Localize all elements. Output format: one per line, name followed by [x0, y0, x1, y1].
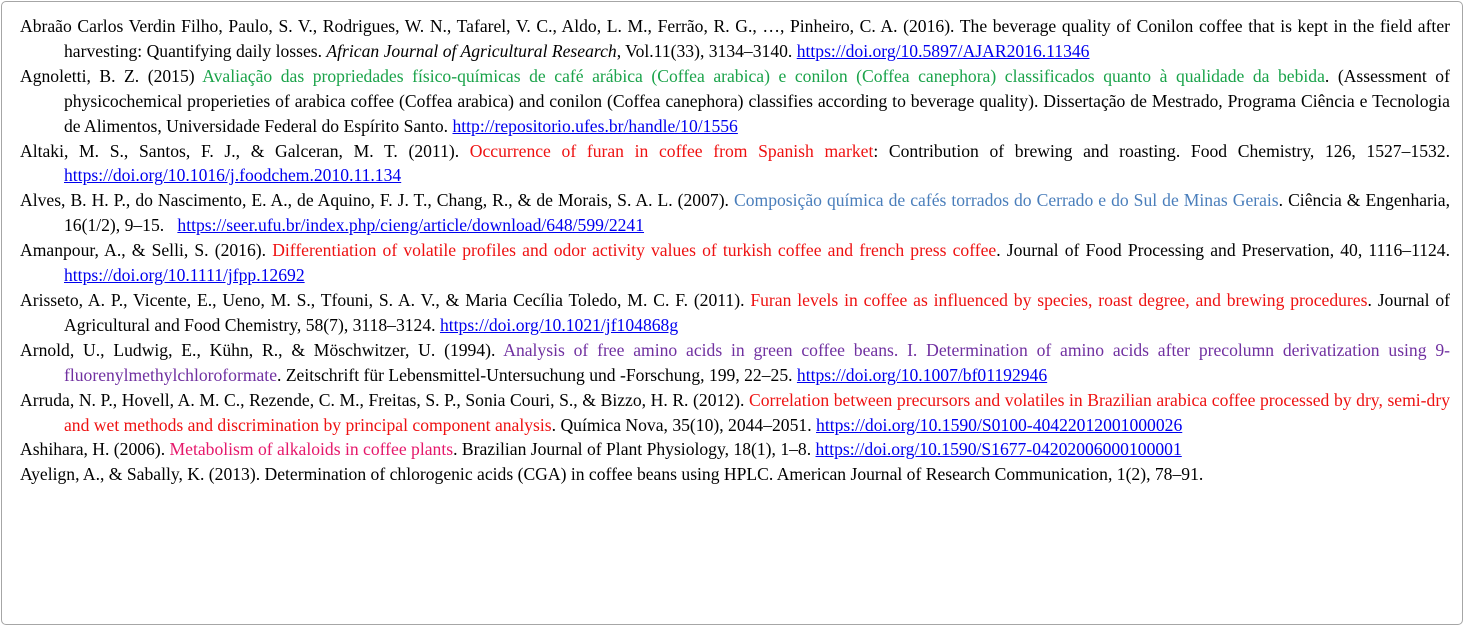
- ref-doi-link[interactable]: https://doi.org/10.1590/S1677-04202006000100001: [815, 439, 1182, 460]
- ref-details: , Vol.11(33), 3134–3140.: [616, 40, 793, 61]
- ref-title: The beverage quality of Conilon coffee that is kept in the field after harvesting: Quantifying daily losses.: [64, 16, 1450, 61]
- reference-entry: [20, 288, 1450, 338]
- ref-authors: Arisseto, A. P., Vicente, E., Ueno, M. S., Tfouni, S. A. V., & Maria Cecília Toledo, M. C. F. (2011).: [20, 289, 745, 310]
- reference-list: [20, 14, 1450, 487]
- reference-entry: [20, 462, 1450, 487]
- ref-details: . Journal of Food Processing and Preservation, 40, 1116–1124.: [996, 240, 1450, 261]
- reference-entry: [20, 64, 1450, 139]
- ref-title: Avaliação das propriedades físico-químicas de café arábica (Coffea arabica) e conilon (Coffea canephora) classificados quanto à qualidade da bebida: [202, 65, 1325, 86]
- reference-entry: [20, 139, 1450, 189]
- reference-entry: [20, 437, 1450, 462]
- ref-authors: Altaki, M. S., Santos, F. J., & Galceran, M. T. (2011).: [20, 140, 460, 161]
- ref-authors: Agnoletti, B. Z. (2015): [20, 65, 195, 86]
- ref-authors: Arnold, U., Ludwig, E., Kühn, R., & Möschwitzer, U. (1994).: [20, 339, 496, 360]
- ref-details: . Journal of Agricultural and Food Chemistry, 58(7), 3118–3124.: [64, 289, 1450, 335]
- ref-authors: Alves, B. H. P., do Nascimento, E. A., de Aquino, F. J. T., Chang, R., & de Morais, S. A. L. (2007).: [20, 190, 729, 211]
- ref-details: . Zeitschrift für Lebensmittel-Untersuchung und -Forschung, 199, 22–25.: [277, 364, 793, 385]
- reference-entry: [20, 238, 1450, 288]
- ref-doi-link[interactable]: https://doi.org/10.1016/j.foodchem.2010.11.134: [64, 165, 402, 186]
- ref-title: Occurrence of furan in coffee from Spanish market: [469, 140, 874, 161]
- ref-authors: Arruda, N. P., Hovell, A. M. C., Rezende, C. M., Freitas, S. P., Sonia Couri, S., & Bizzo, H. R. (2012).: [20, 389, 745, 410]
- ref-details: . Ciência & Engenharia, 16(1/2), 9–15.: [64, 190, 1451, 236]
- reference-entry: [20, 188, 1450, 238]
- ref-title: Metabolism of alkaloids in coffee plants: [169, 439, 454, 460]
- reference-panel: [1, 1, 1463, 625]
- ref-authors: Abraão Carlos Verdin Filho, Paulo, S. V., Rodrigues, W. N., Tafarel, V. C., Aldo, L. M., Ferrão, R. G., …, Pinheiro, C. A. (2016).: [20, 16, 955, 36]
- ref-authors: Amanpour, A., & Selli, S. (2016).: [20, 240, 267, 261]
- ref-doi-link[interactable]: https://doi.org/10.5897/AJAR2016.11346: [796, 40, 1090, 61]
- ref-doi-link[interactable]: http://repositorio.ufes.br/handle/10/1556: [452, 115, 738, 136]
- reference-entry: [20, 388, 1450, 438]
- ref-title: Analysis of free amino acids in green coffee beans. I. Determination of amino acids after precolumn derivatization using 9-fluorenylmethylchloroformate: [64, 339, 1450, 385]
- ref-details: . (Assessment of physicochemical properieties of arabica coffee (Coffea arabica) and conilon (Coffea canephora) classifies according to beverage quality). Dissertação de Mestrado, Programa Ciência e Tecnologia de Alimentos, Universidade Federal do Espírito Santo.: [64, 65, 1450, 136]
- ref-title: Composição química de cafés torrados do Cerrado e do Sul de Minas Gerais: [733, 190, 1279, 211]
- reference-entry: [20, 14, 1450, 64]
- ref-journal: African Journal of Agricultural Research: [326, 40, 617, 61]
- ref-title: Determination of chlorogenic acids (CGA) in coffee beans using HPLC. American Journal of Research Communication, 1(2), 78–91.: [264, 464, 1204, 485]
- ref-title: Furan levels in coffee as influenced by species, roast degree, and brewing procedures: [750, 289, 1368, 310]
- ref-details: . Brazilian Journal of Plant Physiology, 18(1), 1–8.: [453, 439, 812, 460]
- ref-details: . Química Nova, 35(10), 2044–2051.: [551, 414, 812, 435]
- ref-doi-link[interactable]: https://doi.org/10.1590/S0100-40422012001000026: [816, 414, 1183, 435]
- ref-authors: Ayelign, A., & Sabally, K. (2013).: [20, 464, 261, 485]
- ref-doi-link[interactable]: https://seer.ufu.br/index.php/cieng/article/download/648/599/2241: [177, 215, 645, 236]
- reference-entry: [20, 338, 1450, 388]
- ref-doi-link[interactable]: https://doi.org/10.1007/bf01192946: [796, 364, 1048, 385]
- ref-doi-link[interactable]: https://doi.org/10.1021/jf104868g: [439, 314, 679, 335]
- ref-title: Correlation between precursors and volatiles in Brazilian arabica coffee processed by dry, semi-dry and wet methods and discrimination by principal component analysis: [64, 389, 1450, 435]
- ref-doi-link[interactable]: https://doi.org/10.1111/jfpp.12692: [64, 265, 305, 286]
- ref-authors: Ashihara, H. (2006).: [20, 439, 166, 460]
- ref-details: : Contribution of brewing and roasting. Food Chemistry, 126, 1527–1532.: [873, 140, 1450, 161]
- ref-title: Differentiation of volatile profiles and odor activity values of turkish coffee and french press coffee: [272, 240, 997, 261]
